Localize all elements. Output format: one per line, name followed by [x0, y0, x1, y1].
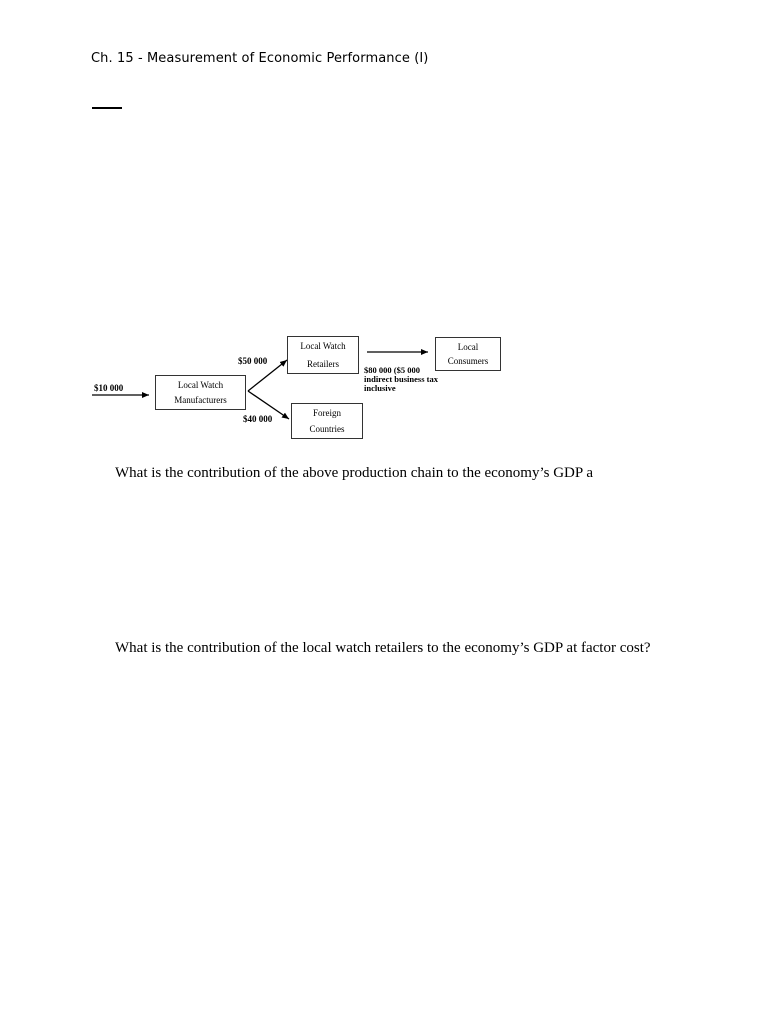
manufacturers-line1: Local Watch — [177, 380, 224, 390]
retailers-line2: Retailers — [307, 359, 339, 369]
foreign-line1: Foreign — [313, 408, 341, 418]
retailers-line1: Local Watch — [300, 341, 346, 351]
label-input: $10 000 — [94, 383, 124, 393]
to-consumers-line3: inclusive — [364, 383, 396, 393]
consumers-line2: Consumers — [447, 356, 489, 366]
box-manufacturers — [155, 375, 246, 410]
label-to-consumers — [364, 366, 464, 393]
box-foreign — [291, 403, 363, 439]
foreign-line2: Countries — [309, 424, 345, 434]
question-1: What is the contribution of the above production chain to the economy’s GDP a — [115, 465, 594, 481]
question-2: What is the contribution of the local watch retailers to the economy’s GDP at factor cost? — [115, 640, 651, 656]
label-to-foreign: $40 000 — [243, 414, 273, 424]
manufacturers-line2: Manufacturers — [174, 395, 227, 405]
label-to-retailers: $50 000 — [238, 356, 268, 366]
consumers-line1: Local — [457, 342, 479, 352]
to-consumers-line2: indirect business tax — [364, 374, 438, 384]
page-title: Ch. 15 - Measurement of Economic Performance (I) — [91, 51, 429, 66]
box-retailers — [287, 336, 359, 374]
to-consumers-line1: $80 000 ($5 000 — [364, 365, 420, 375]
